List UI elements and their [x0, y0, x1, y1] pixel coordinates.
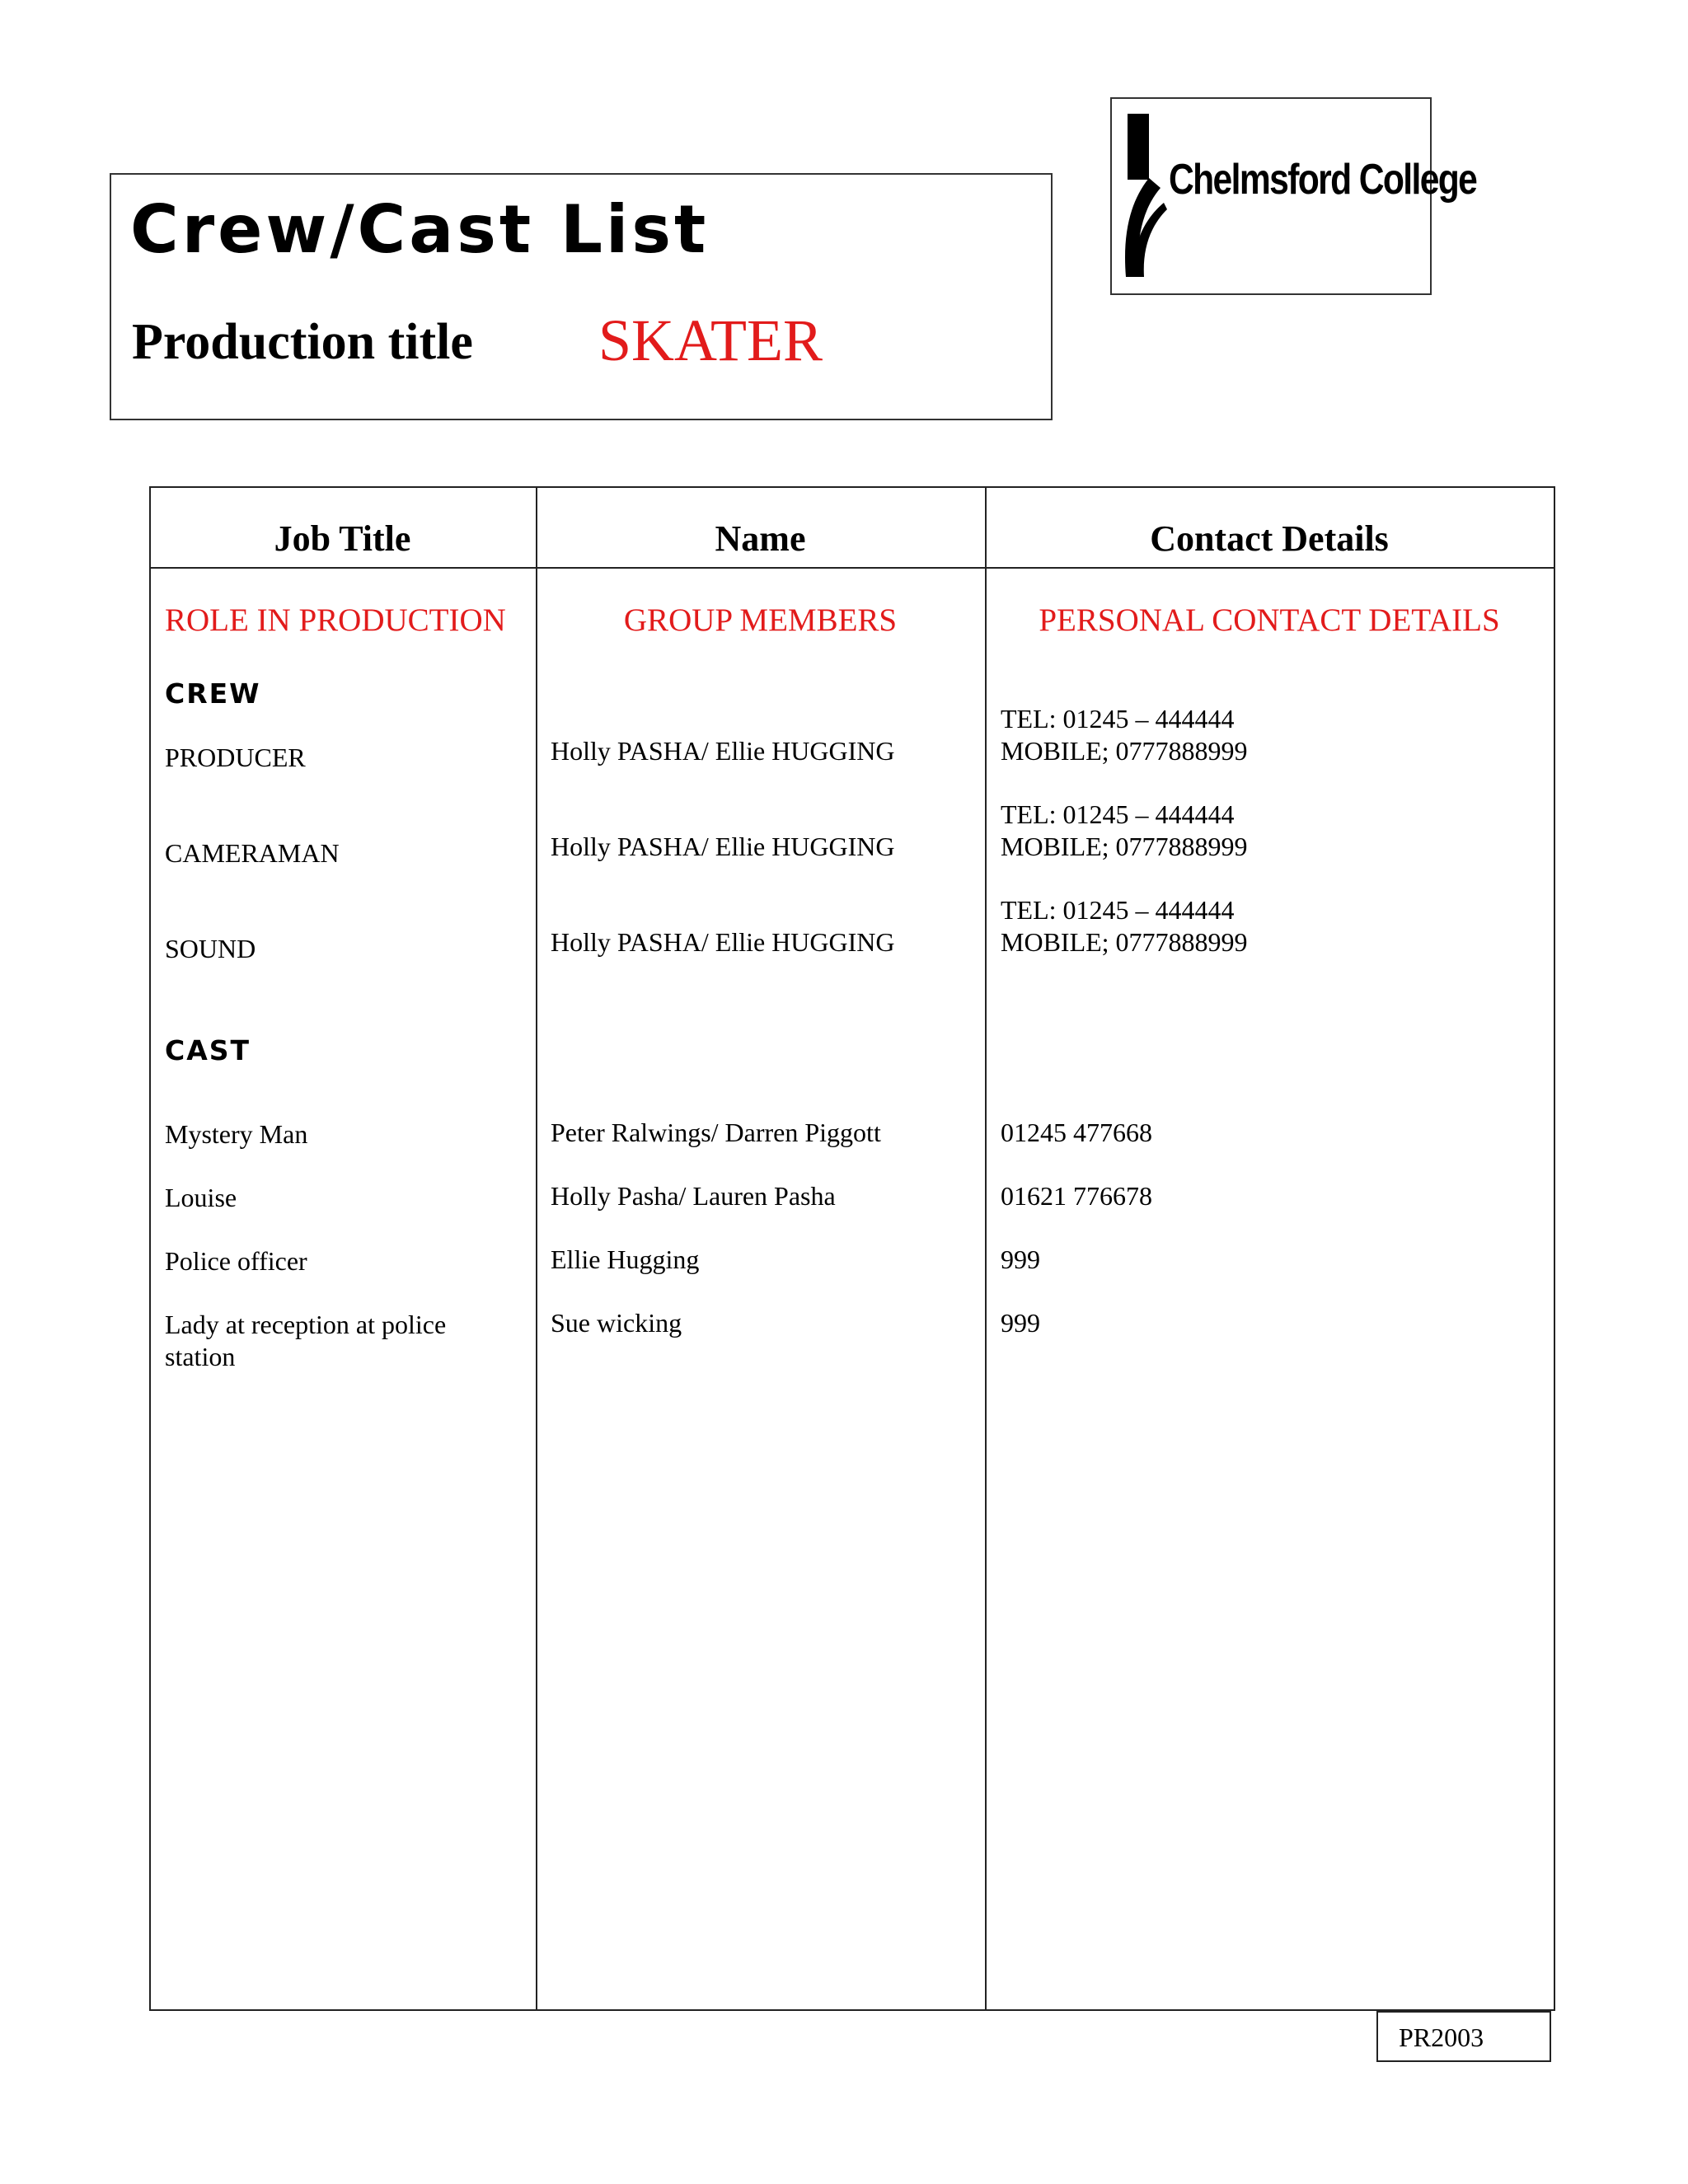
table-right-border	[1554, 486, 1555, 2011]
table-top-border	[149, 486, 1555, 488]
crew-role: PRODUCER	[165, 743, 306, 772]
subheader-contact: PERSONAL CONTACT DETAILS	[1039, 602, 1500, 638]
crew-mobile: MOBILE; 0777888999	[1001, 832, 1248, 861]
cast-contact: 01621 776678	[1001, 1181, 1152, 1211]
reference-code: PR2003	[1399, 2022, 1484, 2052]
table-bottom-border	[149, 2009, 1555, 2011]
crew-name: Holly PASHA/ Ellie HUGGING	[551, 736, 895, 766]
crew-section-label: CREW	[165, 677, 261, 710]
logo-text: Chelmsford College	[1169, 156, 1477, 204]
column-divider-2	[985, 486, 987, 2011]
cast-name: Sue wicking	[551, 1308, 682, 1338]
cast-role: Louise	[165, 1183, 237, 1212]
crew-role: CAMERAMAN	[165, 838, 340, 868]
column-header-contact-details: Contact Details	[1150, 518, 1389, 559]
cast-contact: 999	[1001, 1308, 1040, 1338]
subheader-role: ROLE IN PRODUCTION	[165, 602, 506, 638]
production-title-label: Production title	[132, 314, 473, 370]
crew-mobile: MOBILE; 0777888999	[1001, 927, 1248, 957]
cast-name: Holly Pasha/ Lauren Pasha	[551, 1181, 836, 1211]
crew-mobile: MOBILE; 0777888999	[1001, 736, 1248, 766]
production-title-value: SKATER	[598, 307, 823, 373]
chelmsford-college-logo-icon	[1121, 112, 1170, 281]
crew-name: Holly PASHA/ Ellie HUGGING	[551, 927, 895, 957]
crew-role: SOUND	[165, 934, 256, 963]
cast-role: Mystery Man	[165, 1119, 308, 1149]
cast-role: Police officer	[165, 1246, 307, 1276]
cast-section-label: CAST	[165, 1034, 251, 1066]
cast-contact: 01245 477668	[1001, 1118, 1152, 1147]
column-header-job-title: Job Title	[274, 518, 411, 559]
crew-tel: TEL: 01245 – 444444	[1001, 799, 1235, 829]
column-divider-1	[536, 486, 537, 2011]
table-header-divider	[149, 567, 1555, 569]
table-left-border	[149, 486, 151, 2011]
subheader-group-members: GROUP MEMBERS	[623, 602, 898, 638]
column-header-name: Name	[715, 518, 806, 559]
crew-tel: TEL: 01245 – 444444	[1001, 704, 1235, 733]
cast-contact: 999	[1001, 1244, 1040, 1274]
cast-role: Lady at reception at police station	[165, 1310, 447, 1371]
cast-name: Peter Ralwings/ Darren Piggott	[551, 1118, 881, 1147]
crew-tel: TEL: 01245 – 444444	[1001, 895, 1235, 925]
document-title: Crew/Cast List	[130, 191, 710, 268]
crew-name: Holly PASHA/ Ellie HUGGING	[551, 832, 895, 861]
cast-name: Ellie Hugging	[551, 1244, 700, 1274]
